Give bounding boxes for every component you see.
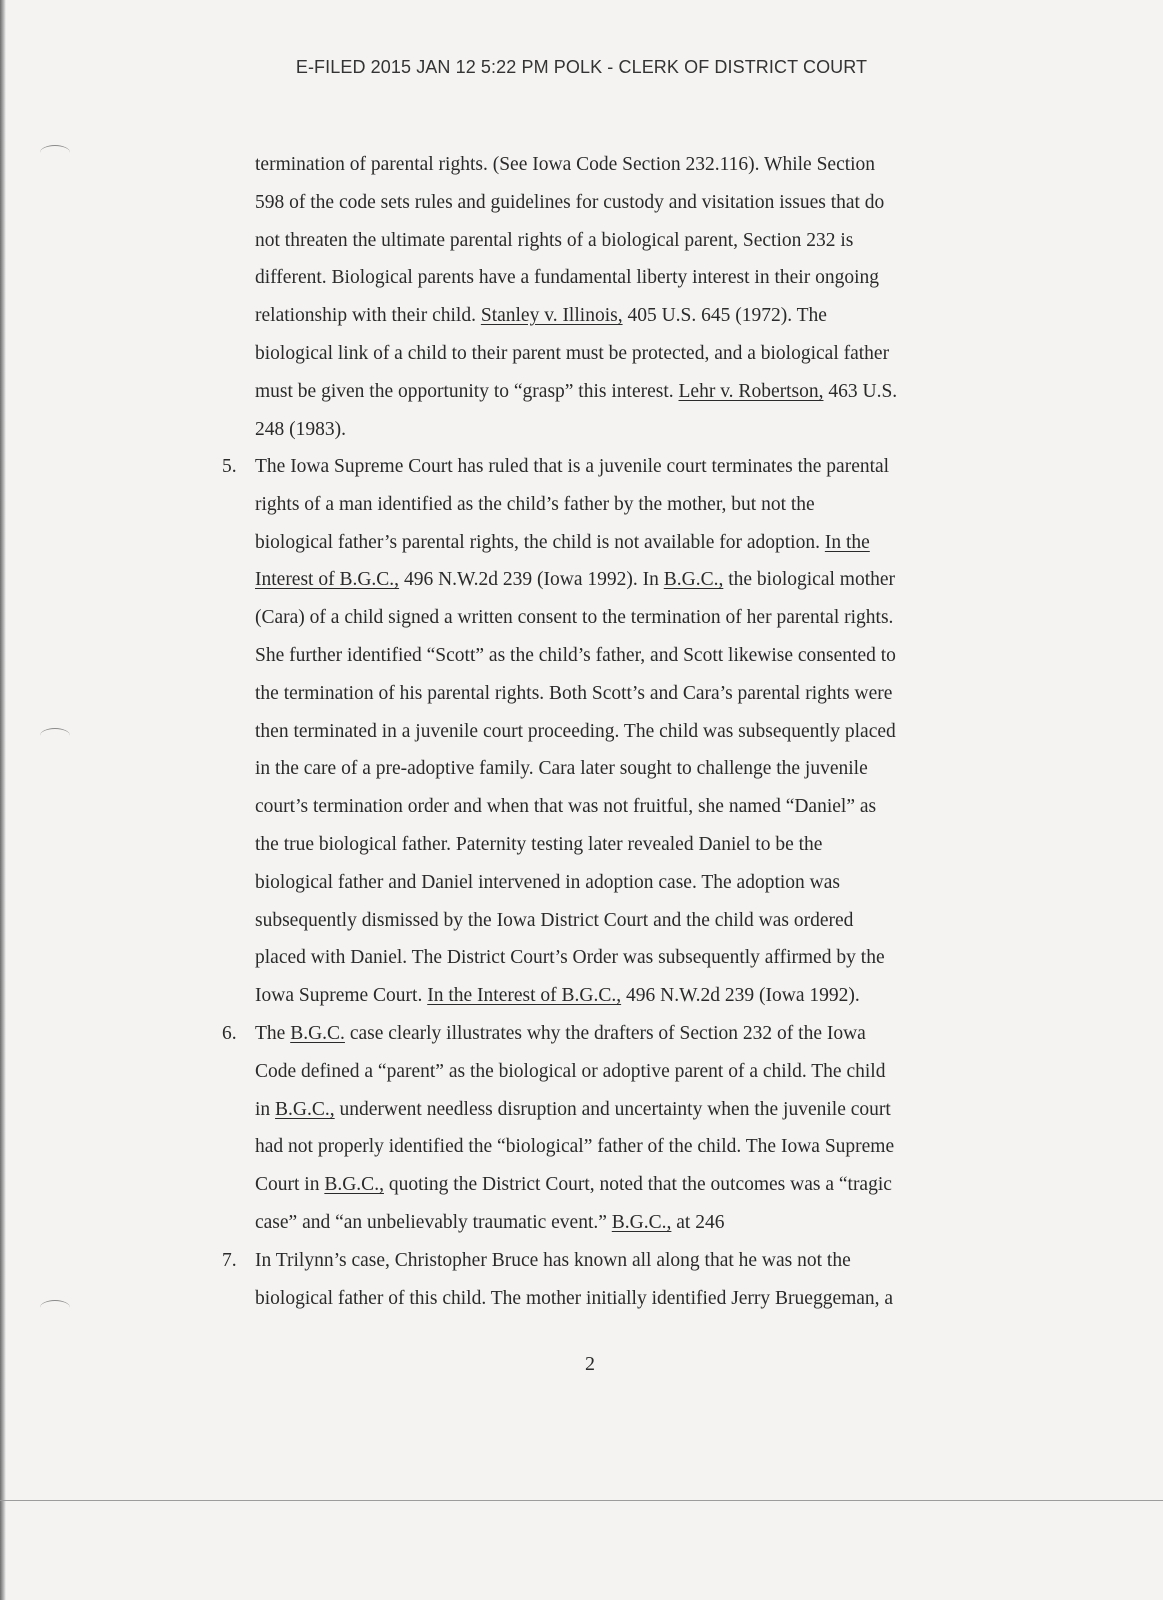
text-line: had not properly identified the “biological” father of the child. The Iowa Supreme [255,1136,895,1158]
text-line: must be given the opportunity to “grasp” this interest. Lehr v. Robertson, 463 U.S. [255,380,898,402]
text-line: placed with Daniel. The District Court’s Order was subsequently affirmed by the [255,947,885,969]
case-citation: B.G.C., [663,569,724,591]
case-citation: Interest of B.G.C., [255,569,400,591]
paragraph-number: 7. [222,1250,237,1271]
continuation-paragraph [255,146,995,448]
case-citation: Stanley v. Illinois, [480,305,623,327]
paragraph-number: 6. [222,1023,237,1044]
text-line: subsequently dismissed by the Iowa District Court and the child was ordered [255,909,854,931]
case-citation: B.G.C., [611,1211,672,1233]
text-line: the true biological father. Paternity testing later revealed Daniel to be the [255,833,823,855]
text-line: The Iowa Supreme Court has ruled that is a juvenile court terminates the parental [255,456,890,477]
text-line: case” and “an unbelievably traumatic event.” B.G.C., at 246 [255,1211,725,1233]
paragraph-7 [255,1242,995,1318]
efiled-stamp: E-FILED 2015 JAN 12 5:22 PM POLK - CLERK OF DISTRICT COURT [295,57,868,77]
punch-hole-mark [40,145,70,160]
punch-hole-mark [40,728,70,743]
paragraph-number: 5. [222,456,237,477]
text-line: then terminated in a juvenile court proceeding. The child was subsequently placed [255,720,896,742]
text-line: rights of a man identified as the child’s father by the mother, but not the [255,493,815,515]
case-citation: B.G.C., [324,1174,384,1196]
text-line: court’s termination order and when that was not fruitful, she named “Daniel” as [255,796,877,818]
text-line: in the care of a pre-adoptive family. Cara later sought to challenge the juvenile [255,758,868,780]
text-line: relationship with their child. Stanley v. Illinois, 405 U.S. 645 (1972). The [255,305,827,327]
text-line: termination of parental rights. (See Iowa Code Section 232.116). While Section [255,154,876,175]
paragraph-6 [255,1015,995,1242]
page-edge-divider [0,1500,1163,1501]
text-line: different. Biological parents have a fundamental liberty interest in their ongoing [255,267,879,289]
case-citation: B.G.C., [275,1098,335,1120]
text-line: 248 (1983). [255,418,346,440]
text-line: (Cara) of a child signed a written consent to the termination of her parental rights. [255,607,894,629]
text-line: Court in B.G.C., quoting the District Court, noted that the outcomes was a “tragic [255,1174,892,1196]
text-line: She further identified “Scott” as the child’s father, and Scott likewise consented to [255,644,896,666]
page-number: 2 [585,1353,595,1375]
text-line: in B.G.C., underwent needless disruption and uncertainty when the juvenile court [255,1098,891,1120]
text-line: biological link of a child to their parent must be protected, and a biological father [255,342,890,364]
text-line: In Trilynn’s case, Christopher Bruce has known all along that he was not the [255,1250,851,1271]
text-line: 598 of the code sets rules and guidelines for custody and visitation issues that do [255,191,885,213]
text-line: biological father and Daniel intervened in adoption case. The adoption was [255,871,840,893]
text-line: not threaten the ultimate parental rights of a biological parent, Section 232 is [255,229,854,251]
text-line: The B.G.C. case clearly illustrates why the drafters of Section 232 of the Iowa [255,1023,866,1044]
paragraph-5 [255,448,995,1015]
text-line: biological father’s parental rights, the child is not available for adoption. In the [255,531,870,553]
text-line: biological father of this child. The mother initially identified Jerry Brueggeman, a [255,1287,894,1309]
text-line: Code defined a “parent” as the biological or adoptive parent of a child. The child [255,1060,886,1082]
case-citation: Lehr v. Robertson, [678,380,824,402]
case-citation: In the Interest of B.G.C., [427,985,622,1007]
text-line: Interest of B.G.C., 496 N.W.2d 239 (Iowa 1992). In B.G.C., the biological mother [255,569,896,591]
text-line: Iowa Supreme Court. In the Interest of B.G.C., 496 N.W.2d 239 (Iowa 1992). [255,985,860,1007]
text-line: the termination of his parental rights. Both Scott’s and Cara’s parental rights were [255,682,893,704]
punch-hole-mark [40,1300,70,1315]
case-citation: B.G.C. [290,1023,345,1044]
case-citation: In the [824,531,870,553]
